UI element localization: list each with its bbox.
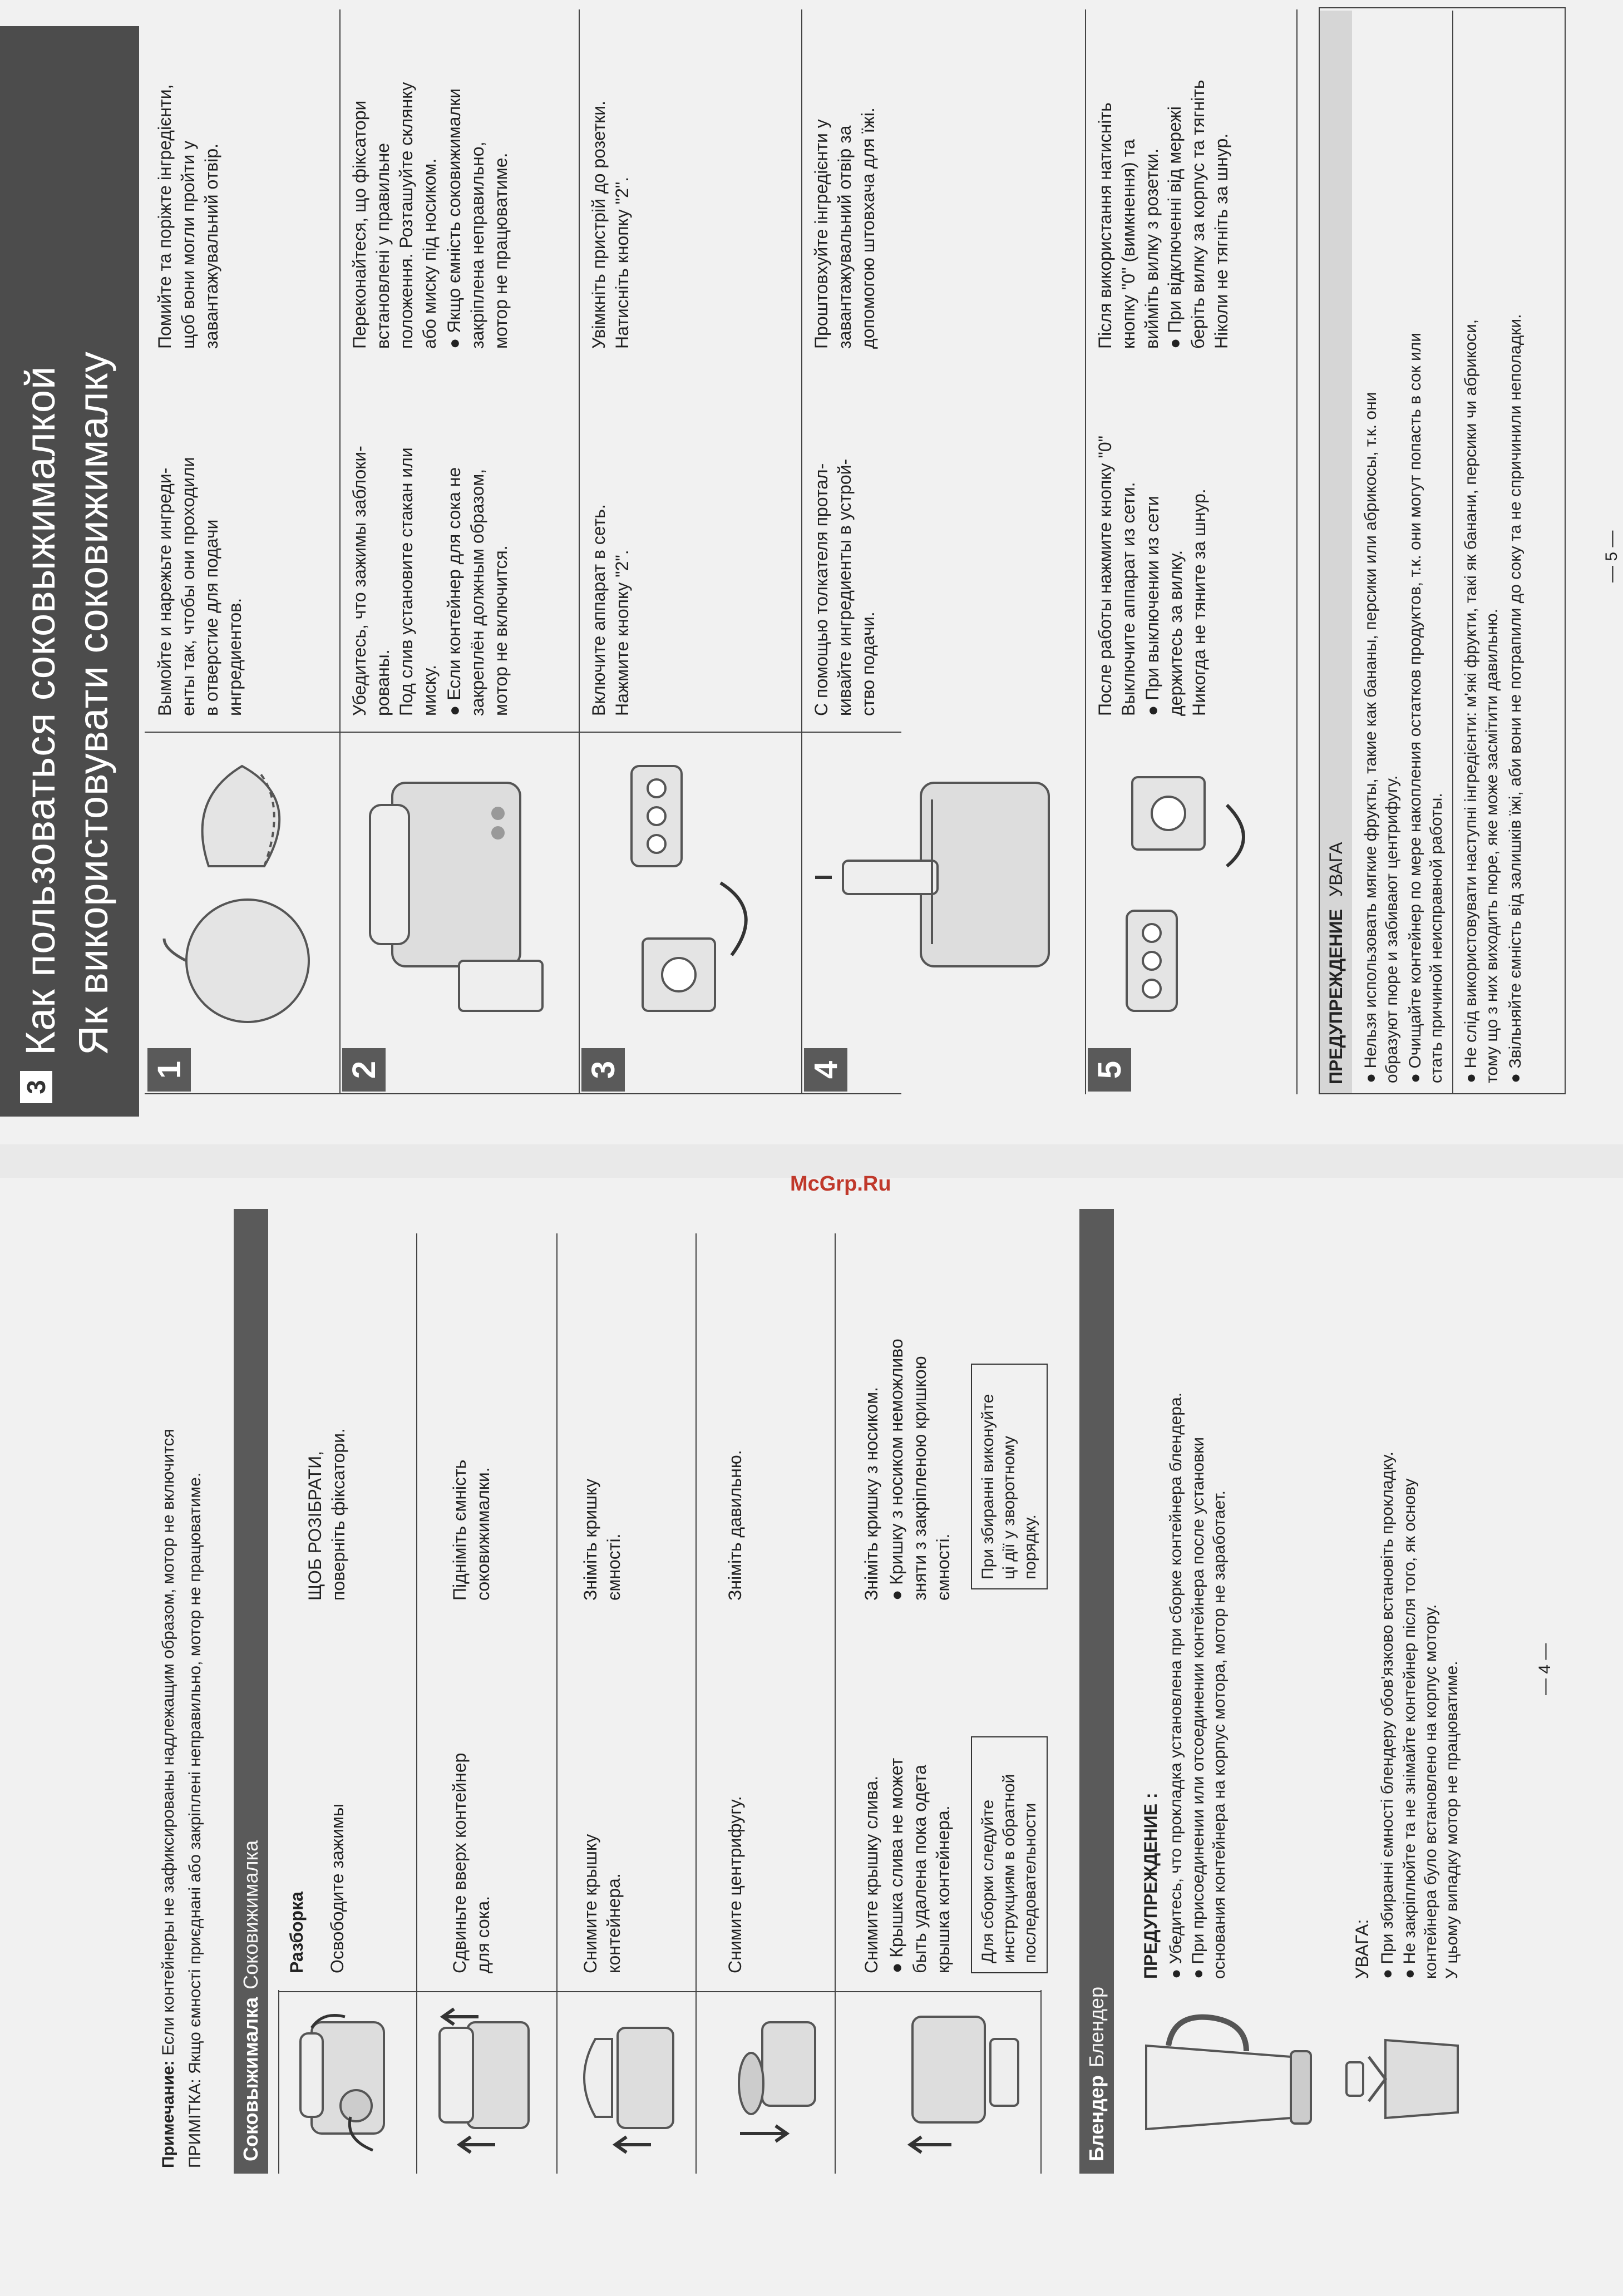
juicer-bar-ua: Соковижималка — [239, 1840, 262, 1989]
row-line — [835, 1233, 836, 2174]
steps-left-border — [145, 1093, 901, 1094]
blender-blade-base-illustration — [1335, 2001, 1480, 2157]
blender-jug-illustration — [1135, 2001, 1319, 2157]
blender-bar-ru: Блендер — [1085, 2075, 1108, 2161]
step5-ua: Зніміть кришку з носиком. — [861, 1387, 881, 1601]
watermark: McGrp.Ru — [790, 1172, 891, 1196]
press-0-unplug-illustration — [1093, 744, 1288, 1033]
step4-ua: Проштовхуйте інгредієнти у завантажувальний отвір за допомогою штовхача для їжі. — [811, 107, 878, 349]
step4-ru: С помощью толкателя протал- кивайте ингредиенты в устрой- ство подачи. — [811, 458, 878, 716]
step5-ua-bullet: ● Кришку з носиком неможливо зняти з закріпленою кришкою ємності. — [885, 1245, 955, 1601]
blender-warning-ua-1: ● При збиранні ємності блендеру обов'язково встановіть прокладку. — [1377, 1211, 1398, 1979]
warning-ua-2: ● Звільняйте ємність від залишків їжі, аби вони не потрапили до соку та не спричинили неполадки. — [1505, 26, 1526, 1083]
blender-warning-ru-1: ● Убедитесь, что прокладка установлена при сборке контейнера блендера. — [1166, 1211, 1187, 1979]
row-divider — [278, 1991, 1040, 1992]
juicer-lock-clamps-illustration — [348, 744, 570, 1033]
blender-warning-ru-2: ● При присоединении или отсоединении контейнера после установки основания контейнера на корпус мотора, мотор не заработает. — [1188, 1211, 1230, 1979]
step-row-line — [1296, 9, 1298, 1094]
warning-header — [1320, 11, 1352, 1093]
step4-ua: Зніміть давильню. — [725, 1450, 745, 1601]
step-4-tab: 4 — [804, 1048, 847, 1092]
step5-ua: Після використання натисніть кнопку "0" (вимкнення) та вийміть вилку з розетки. — [1095, 102, 1162, 349]
note-label: Примечание: — [159, 2060, 177, 2168]
note-ru — [157, 1222, 180, 2168]
apple-cut-illustration — [153, 744, 331, 1033]
step1-ua: Помийте та поріжте інгредієнти, щоб вони могли пройти у завантажувальний отвір. — [155, 84, 221, 349]
step2-ru: Убедитесь, что зажимы заблоки- рованы. Под слив установите стакан или миску. — [349, 446, 440, 716]
juicer-remove-lid-illustration — [568, 2000, 687, 2167]
step-1-tab: 1 — [147, 1048, 191, 1092]
step5-ru: Снимите крышку слива. — [861, 1775, 881, 1973]
disassembly-label: Разборка — [287, 1892, 307, 1973]
step-2-tab: 2 — [342, 1048, 386, 1092]
step2-ru-bullet: ● Если контейнер для сока не закреплён должным образом, мотор не включится. — [442, 371, 512, 716]
steps-image-divider — [145, 732, 901, 733]
step5-ru-bullet: ● Крышка слива не может быть удалена пока одета крышка контейнера. — [885, 1751, 955, 1973]
warning-ru-1: ● Нельзя использовать мягкие фрукты, такие как бананы, персики или абрикосы, т.к. они образуют пюре и забивают центрифугу. — [1360, 26, 1403, 1083]
step3-ua: Увімкніть пристрій до розетки. Натисніть кнопку "2". — [589, 100, 632, 349]
juicer-lift-container-illustration — [428, 2000, 548, 2167]
step2-ua-bullet: ● Якщо ємність соковижималки закріплена неправильно, мотор не працюватиме. — [442, 15, 512, 349]
plug-in-press-2-illustration — [587, 744, 793, 1033]
step5-ru-bullet: ● При выключении из сети держитесь за вилку. Никогда не тяните за шнур. — [1141, 360, 1211, 716]
blender-caution-title: УВАГА: — [1352, 1919, 1372, 1979]
step1-ru: Вымойте и нарежьте ингреди- енты так, чтобы они проходили в отверстие для подачи ингредиентов. — [155, 457, 245, 716]
row-line — [278, 1990, 279, 2174]
step2-ua: Переконайтеся, що фіксатори встановлені у правильне положення. Розташуйте склянку або миску під носиком. — [349, 82, 440, 349]
page-4 — [0, 1178, 1623, 2296]
step-3-tab: 3 — [581, 1048, 625, 1092]
title-ru: Как пользоваться соковыжималкой — [17, 366, 63, 1055]
step-5-tab: 5 — [1088, 1048, 1131, 1092]
page-number-4: — 4 — — [1536, 1643, 1554, 1695]
row-line — [556, 1233, 558, 2174]
step2-ru: Сдвиньте вверх контейнер для сока. — [450, 1752, 493, 1973]
step5-ua-bullet: ● При відключенні від мережі беріть вилку за корпус та тягніть Ніколи не тягніть за шнур. — [1163, 15, 1233, 349]
step-row-line — [579, 9, 580, 1094]
step2-ua: Підніміть ємність соковижималки. — [450, 1459, 493, 1601]
step1-ru: Освободите зажимы — [327, 1803, 347, 1973]
warning-ru-2: ● Очищайте контейнер по мере накопления остатков продуктов, т.к. они могут попасть в сок или стать причиной неисправной работы. — [1405, 26, 1447, 1083]
warning-ua-1: ● Не слід використовувати наступні інгредієнти: м'які фрукти, такі як банани, персики чи абрикоси, тому що з них виходить пюре, яке може засмітити давильню. — [1461, 26, 1503, 1083]
blender-bar-ua: Блендер — [1085, 1986, 1108, 2068]
juicer-remove-spout-lid-illustration — [851, 2000, 1029, 2167]
step3-ru: Включите аппарат в сеть. Нажмите кнопку "2". — [589, 504, 632, 716]
step-row-line — [339, 9, 341, 1094]
step4-ru: Снимите центрифугу. — [725, 1796, 745, 1973]
section-title-block — [0, 26, 139, 1117]
assembly-note-ua: При збиранні виконуйте ці дії у зворотному порядку. — [971, 1364, 1048, 1589]
assembly-note-ru: Для сборки следуйте инструкциям в обратной последовательности — [971, 1736, 1048, 1973]
juicer-remove-filter-illustration — [707, 2000, 826, 2167]
warning-header-ua: УВАГА — [1325, 842, 1346, 897]
row-line — [1040, 1990, 1042, 2174]
section-number: 3 — [20, 1071, 52, 1103]
row-line — [416, 1233, 417, 2174]
warning-header-ru: ПРЕДУПРЕЖДЕНИЕ — [1325, 909, 1346, 1084]
step3-ua: Зніміть кришку ємності. — [580, 1478, 624, 1601]
juicer-section-bar — [234, 1209, 268, 2174]
page-number-5: — 5 — — [1602, 530, 1621, 582]
step3-ru: Снимите крышку контейнера. — [580, 1834, 624, 1973]
blender-section-bar — [1079, 1209, 1114, 2174]
blender-warning-ua-2: ● Не закріплюйте та не знімайте контейнер після того, як основу контейнера було встановлено на корпус мотору. У цьому випадку мотор не працюватиме. — [1399, 1211, 1463, 1979]
note-ua: ПРИМІТКА: Якщо ємності приєднані або закріплені неправильно, мотор не працюватиме. — [186, 1472, 204, 2168]
step-row-line — [1085, 9, 1086, 1094]
pusher-illustration — [810, 744, 1077, 1033]
title-ua: Як використовувати соковижималку — [70, 351, 116, 1055]
note-ru-text: Если контейнеры не зафиксированы надлежащим образом, мотор не включится — [159, 1429, 177, 2061]
step1-ua: ЩОБ РОЗІБРАТИ, поверніть фіксатори. — [305, 1428, 348, 1601]
blender-warning-title: ПРЕДУПРЕЖДЕНИЕ : — [1141, 1793, 1161, 1979]
page-5 — [0, 0, 1623, 1144]
step5-ru: После работы нажмите кнопку "0" Выключите аппарат из сети. — [1095, 435, 1138, 716]
step-row-line — [801, 9, 802, 1094]
row-line — [695, 1233, 697, 2174]
warning-divider — [1452, 11, 1453, 1093]
juicer-unlock-illustration — [289, 2000, 409, 2167]
juicer-bar-ru: Соковыжималка — [239, 1997, 262, 2161]
